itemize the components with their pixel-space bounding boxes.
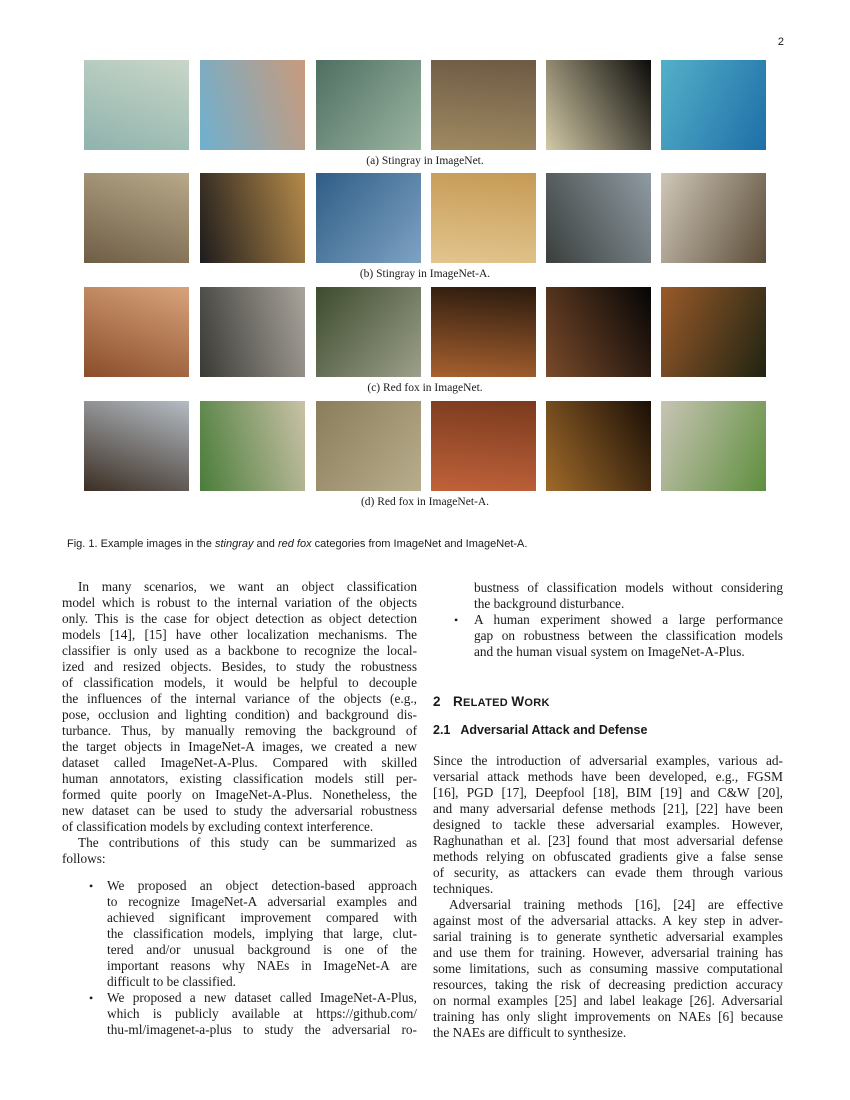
text-line: training has only slight improvements on NAEs [6] because bbox=[433, 1009, 783, 1024]
text-line: resources, taking the risk of decreasing prediction accuracy bbox=[433, 977, 783, 992]
text-line: Since the introduction of adversarial examples, various ad- bbox=[433, 753, 783, 768]
figure-image bbox=[316, 173, 421, 263]
text-line: We proposed an object detection-based approach bbox=[107, 878, 417, 893]
bullet-icon: • bbox=[89, 991, 94, 1005]
figure-image bbox=[200, 287, 305, 377]
caption-emphasis: red fox bbox=[277, 538, 312, 550]
section-title: R bbox=[452, 694, 464, 709]
text-line: versarial attack methods have been developed, e.g., FGSM bbox=[433, 769, 783, 784]
figure-image bbox=[200, 401, 305, 491]
text-line: only. This is the case for object detection as object detection bbox=[62, 611, 417, 626]
text-line: ized and resized objects. Besides, to study the robustness bbox=[62, 659, 417, 674]
figure-caption bbox=[67, 538, 527, 550]
text-line: sarial training is to generate synthetic adversarial examples bbox=[433, 929, 783, 944]
text-line: In many scenarios, we want an object classification bbox=[78, 579, 417, 594]
text-line: to recognize ImageNet-A adversarial examples and bbox=[107, 894, 417, 909]
subfigure-caption: (a) Stingray in ImageNet. bbox=[366, 155, 484, 167]
text-line: thu-ml/imagenet-a-plus to study the adversarial ro- bbox=[107, 1022, 417, 1037]
text-line: the target objects in ImageNet-A images, we created a new bbox=[62, 739, 417, 754]
section-heading bbox=[433, 694, 550, 709]
figure-image bbox=[84, 287, 189, 377]
text-line: the influences of the internal variance of the objects (e.g., bbox=[62, 691, 417, 706]
caption-text: and bbox=[253, 538, 278, 550]
text-line: the background disturbance. bbox=[474, 596, 625, 611]
text-line: The contributions of this study can be summarized as bbox=[78, 835, 417, 850]
text-line: designed to tackle these adversarial examples. However, bbox=[433, 817, 783, 832]
caption-emphasis: stingray bbox=[214, 538, 254, 550]
text-line: which is publicly available at https://github.com/ bbox=[107, 1006, 417, 1021]
text-line: gap on robustness between the classification models bbox=[474, 628, 783, 643]
bullet-icon: • bbox=[454, 613, 459, 627]
text-line: of security, as attackers can evade them through various bbox=[433, 865, 783, 880]
text-line: formed quite poorly on ImageNet-A-Plus. Nonetheless, the bbox=[62, 787, 417, 802]
text-line: the NAEs are difficult to synthesize. bbox=[433, 1025, 627, 1040]
figure-image bbox=[431, 60, 536, 150]
figure-image bbox=[661, 287, 766, 377]
text-line: Raghunathan et al. [23] found that most adversarial defense bbox=[433, 833, 783, 848]
figure-image bbox=[431, 401, 536, 491]
text-line: A human experiment showed a large performance bbox=[474, 612, 783, 627]
text-line: and many adversarial defense methods [21], [22] have been bbox=[433, 801, 783, 816]
text-line: and use them for training. However, adversarial training has bbox=[433, 945, 783, 960]
text-line: of classification models, it would be helpful to decouple bbox=[62, 675, 417, 690]
figure-image bbox=[546, 401, 651, 491]
section-title: ELATED bbox=[463, 697, 512, 709]
text-line: dataset called ImageNet-A-Plus. Compared with skilled bbox=[62, 755, 417, 770]
caption-text: categories from ImageNet and ImageNet-A. bbox=[311, 538, 528, 550]
figure-image bbox=[84, 60, 189, 150]
figure-image bbox=[661, 401, 766, 491]
figure-image bbox=[200, 173, 305, 263]
figure-image bbox=[316, 287, 421, 377]
text-line: on normal examples [25] and label leakage [26]. Adversarial bbox=[433, 993, 783, 1008]
figure-image bbox=[546, 60, 651, 150]
page-number: 2 bbox=[777, 36, 784, 48]
text-line: bustness of classification models without considering bbox=[474, 580, 783, 595]
figure-image bbox=[200, 60, 305, 150]
subfigure-caption: (c) Red fox in ImageNet. bbox=[367, 382, 483, 394]
text-line: difficult to be classified. bbox=[107, 974, 236, 989]
caption-text: Fig. 1. Example images in the bbox=[67, 538, 215, 550]
text-line: methods relying on obfuscated gradients give a false sense bbox=[433, 849, 783, 864]
text-line: Adversarial training methods [16], [24] are effective bbox=[449, 897, 783, 912]
text-line: important reasons why NAEs in ImageNet-A are bbox=[107, 958, 417, 973]
text-line: some limitations, such as consuming massive computational bbox=[433, 961, 783, 976]
section-number: 2 bbox=[433, 694, 441, 709]
figure-image bbox=[661, 173, 766, 263]
figure-image bbox=[546, 173, 651, 263]
text-line: [16], PGD [17], Deepfool [18], BIM [19] and C&W [20], bbox=[433, 785, 783, 800]
subsection-heading: 2.1 Adversarial Attack and Defense bbox=[433, 723, 648, 737]
text-line: of classification models by excluding context interference. bbox=[62, 819, 374, 834]
text-line: human annotators, existing classification models still per- bbox=[62, 771, 417, 786]
figure-image bbox=[546, 287, 651, 377]
text-line: new dataset can be used to study the adversarial robustness bbox=[62, 803, 417, 818]
section-title: W bbox=[511, 694, 525, 709]
figure-image bbox=[84, 401, 189, 491]
figure-image bbox=[431, 173, 536, 263]
subfigure-caption: (b) Stingray in ImageNet-A. bbox=[359, 268, 491, 280]
bullet-icon: • bbox=[89, 879, 94, 893]
text-line: achieved significant improvement compared with bbox=[107, 910, 417, 925]
figure-image bbox=[84, 173, 189, 263]
text-line: model which is robust to the internal variation of the objects bbox=[62, 595, 417, 610]
figure-image bbox=[431, 287, 536, 377]
text-line: pose, occlusion and lighting condition) and background dis- bbox=[62, 707, 417, 722]
text-line: classifier is only used as a backbone to recognize the local- bbox=[62, 643, 417, 658]
figure-image bbox=[316, 60, 421, 150]
text-line: models [14], [15] have other localization mechanisms. The bbox=[62, 627, 417, 642]
figure-image bbox=[661, 60, 766, 150]
text-line: against most of the adversarial attacks. A key step in adver- bbox=[433, 913, 783, 928]
figure-image bbox=[316, 401, 421, 491]
text-line: We proposed a new dataset called ImageNet-A-Plus, bbox=[107, 990, 417, 1005]
text-line: turbance. Thus, by manually removing the background of bbox=[62, 723, 417, 738]
text-line: tered and/or unusual background is one of the bbox=[107, 942, 417, 957]
text-line: the classification models, implying that large, clut- bbox=[107, 926, 417, 941]
subfigure-caption: (d) Red fox in ImageNet-A. bbox=[360, 496, 490, 508]
text-line: follows: bbox=[62, 851, 106, 866]
text-line: techniques. bbox=[433, 881, 494, 896]
text-line: and the human visual system on ImageNet-A-Plus. bbox=[474, 644, 745, 659]
section-title: ORK bbox=[524, 697, 550, 709]
